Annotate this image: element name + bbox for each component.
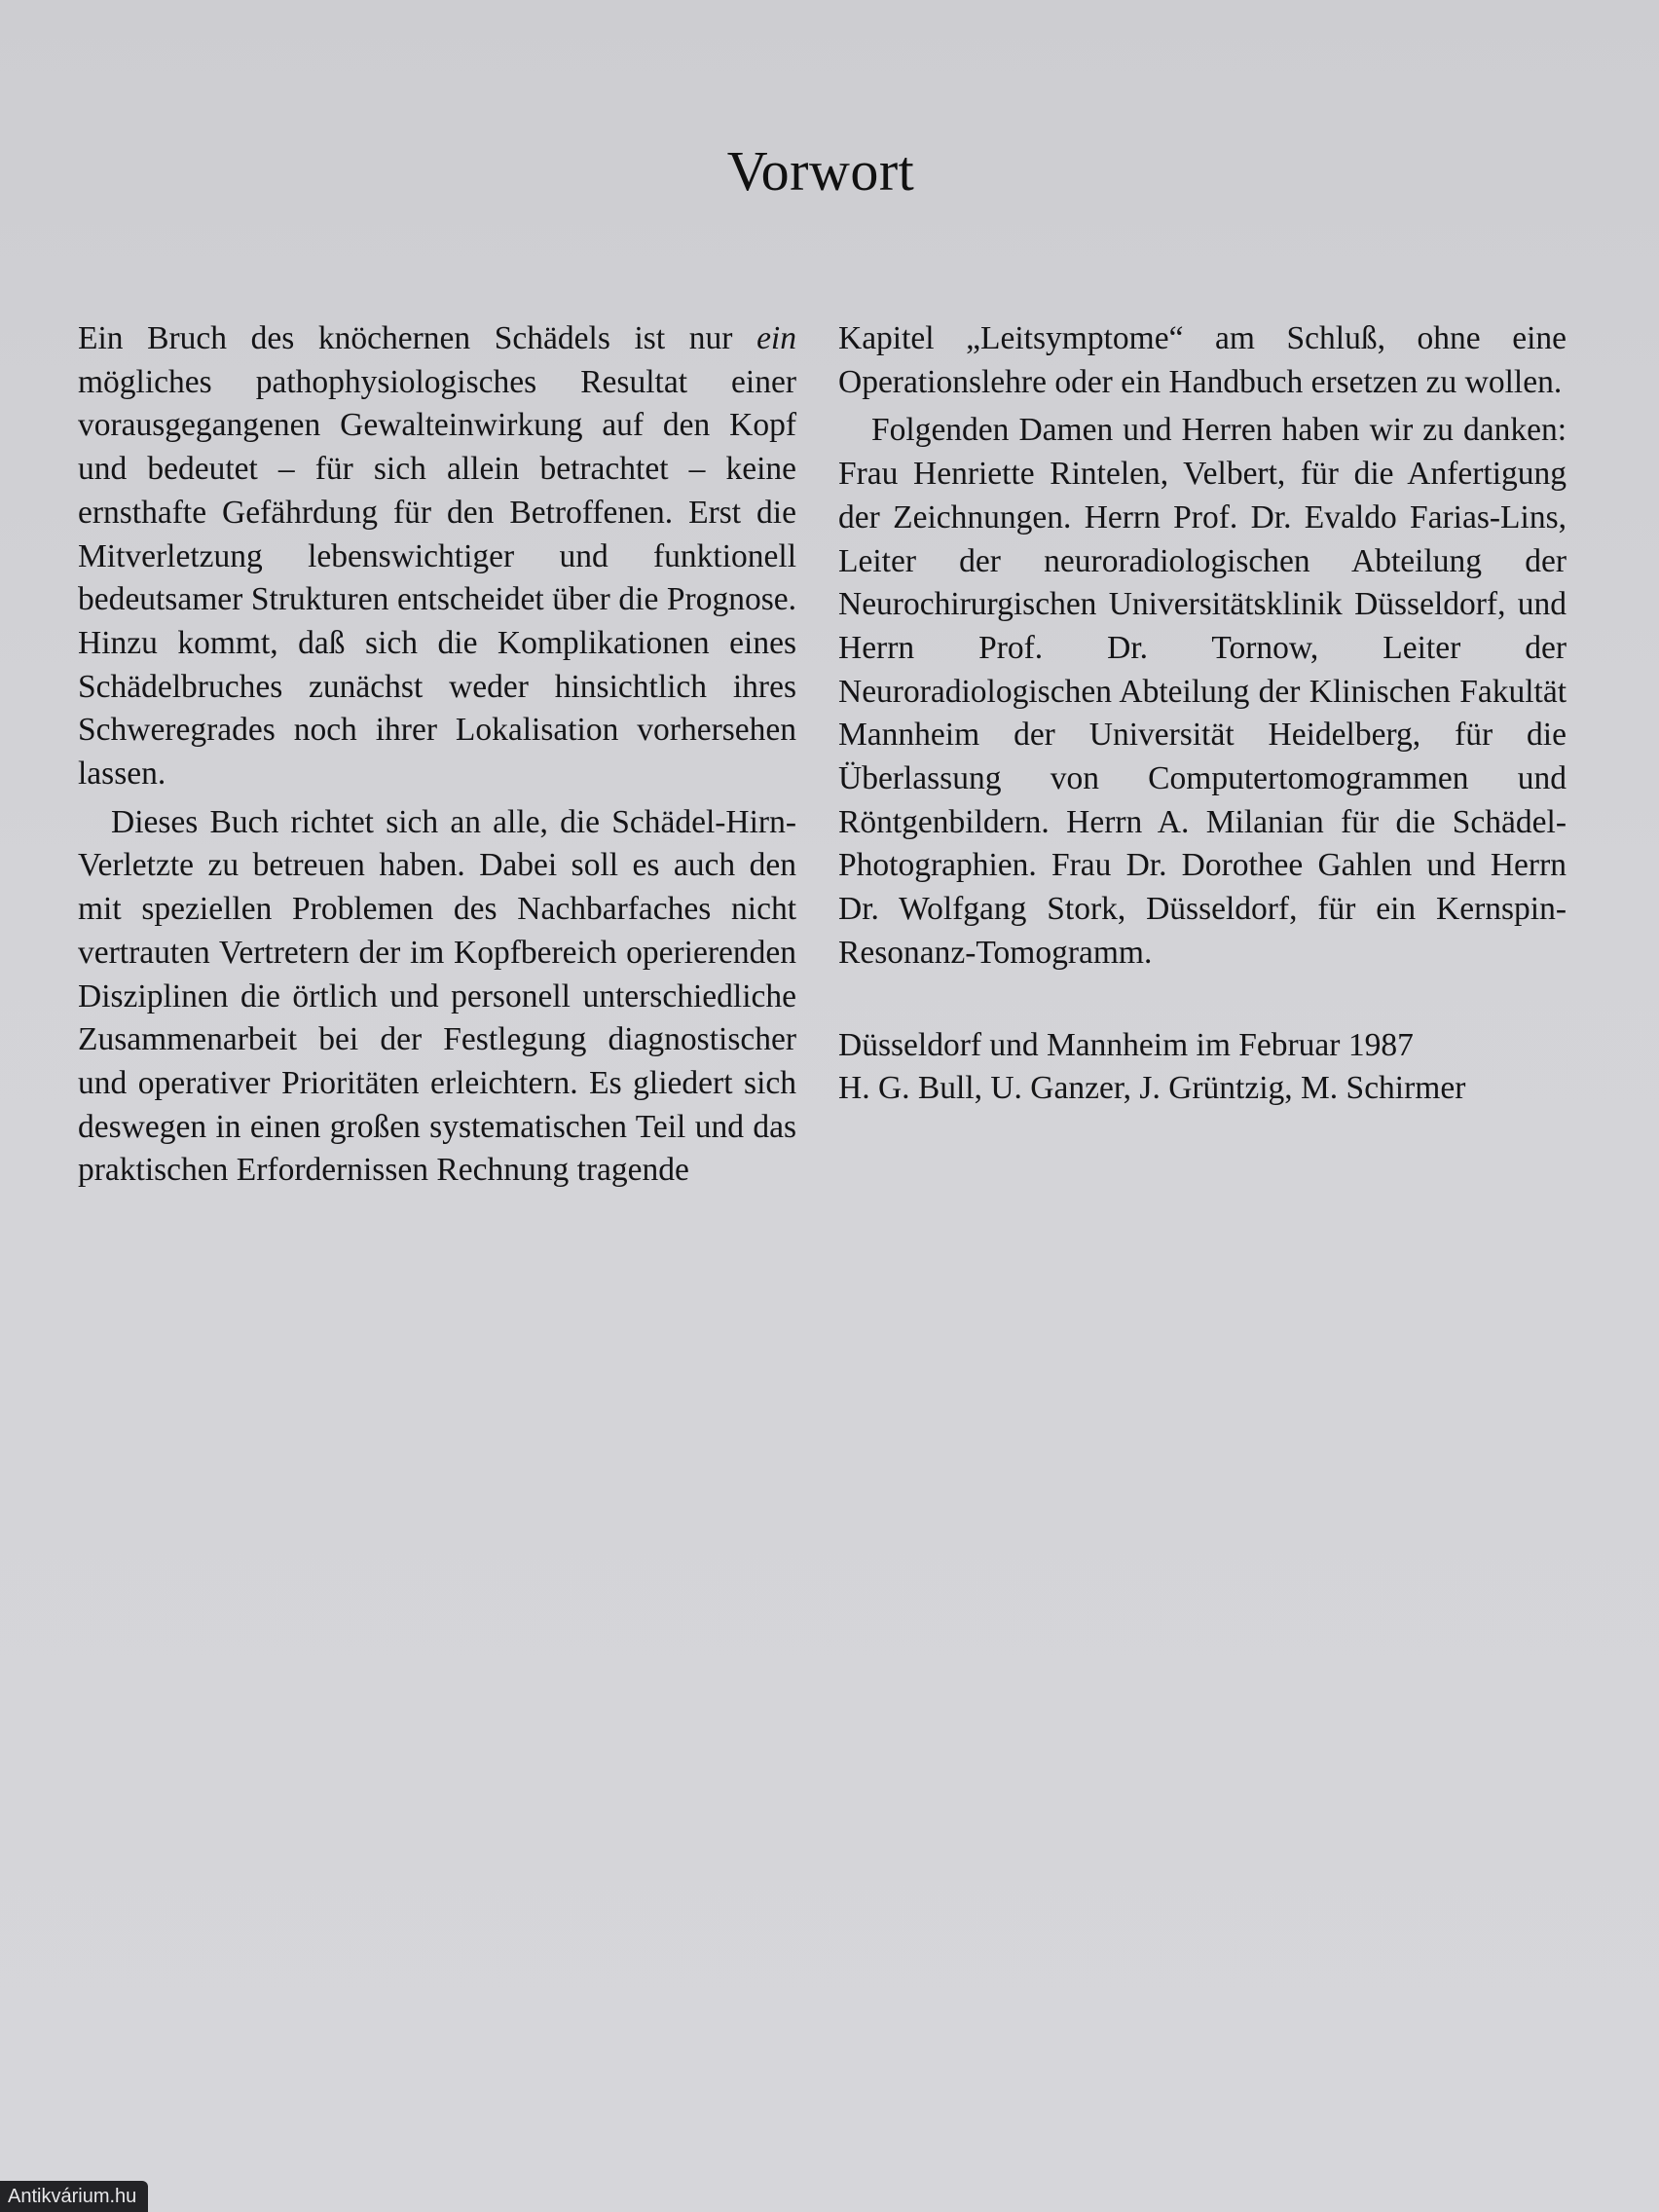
right-column	[838, 317, 1567, 1116]
paragraph: Dieses Buch richtet sich an alle, die Schädel-Hirn-Verletzte zu betreuen haben. Dabei soll es auch den mit speziellen Problemen des Nachbarfaches nicht vertrauten Vertretern der im Kopfbereich operierenden Disziplinen die örtlich und personell unterschiedliche Zusammenarbeit bei der Festlegung diagnostischer und operativer Prioritäten erleichtern. Es gliedert sich deswegen in einen großen systematischen Teil und das praktischen Erfordernissen Rechnung tragende	[78, 803, 796, 1189]
paragraph: Folgenden Damen und Herren haben wir zu danken: Frau Henriette Rintelen, Velbert, für die Anfertigung der Zeichnungen. Herrn Prof. Dr. Evaldo Farias-Lins, Leiter der neuroradiologischen Abteilung der Neurochirurgischen Universitätsklinik Düsseldorf, und Herrn Prof. Dr. Tornow, Leiter der Neuroradiologischen Abteilung der Klinischen Fakultät Mannheim der Universität Heidelberg, für die Überlassung von Computertomogrammen und Röntgenbildern. Herrn A. Milanian für die Schädel-Photographien. Frau Dr. Dorothee Gahlen und Herrn Dr. Wolfgang Stork, Düsseldorf, für ein Kernspin-Resonanz-Tomogramm.	[838, 412, 1567, 971]
left-column	[78, 317, 796, 1198]
paragraph-text: Ein Bruch des knöchernen Schädels ist nur	[78, 320, 757, 356]
signoff	[838, 1024, 1567, 1111]
page-title: Vorwort	[726, 139, 915, 203]
emphasis-text: ein	[756, 320, 796, 356]
paragraph: Kapitel „Leitsymptome“ am Schluß, ohne eine Operationslehre oder ein Handbuch ersetzen zu wollen.	[838, 320, 1567, 400]
place-date: Düsseldorf und Mannheim im Februar 1987	[838, 1026, 1414, 1063]
watermark: Antikvárium.hu	[0, 2181, 148, 2212]
paragraph-text: mögliches pathophysiologisches Resultat einer vorausgegangenen Gewalteinwirkung auf den Kopf und bedeutet – für sich allein betrachtet – keine ernsthafte Gefährdung für den Betroffenen. Erst die Mitverletzung lebenswichtiger und funktionell bedeutsamer Strukturen entscheidet über die Prognose. Hinzu kommt, daß sich die Komplikationen eines Schädelbruches zunächst weder hinsichtlich ihres Schweregrades noch ihrer Lokalisation vorhersehen lassen.	[78, 363, 796, 793]
paragraph	[78, 317, 796, 796]
authors: H. G. Bull, U. Ganzer, J. Grüntzig, M. Schirmer	[838, 1070, 1466, 1107]
